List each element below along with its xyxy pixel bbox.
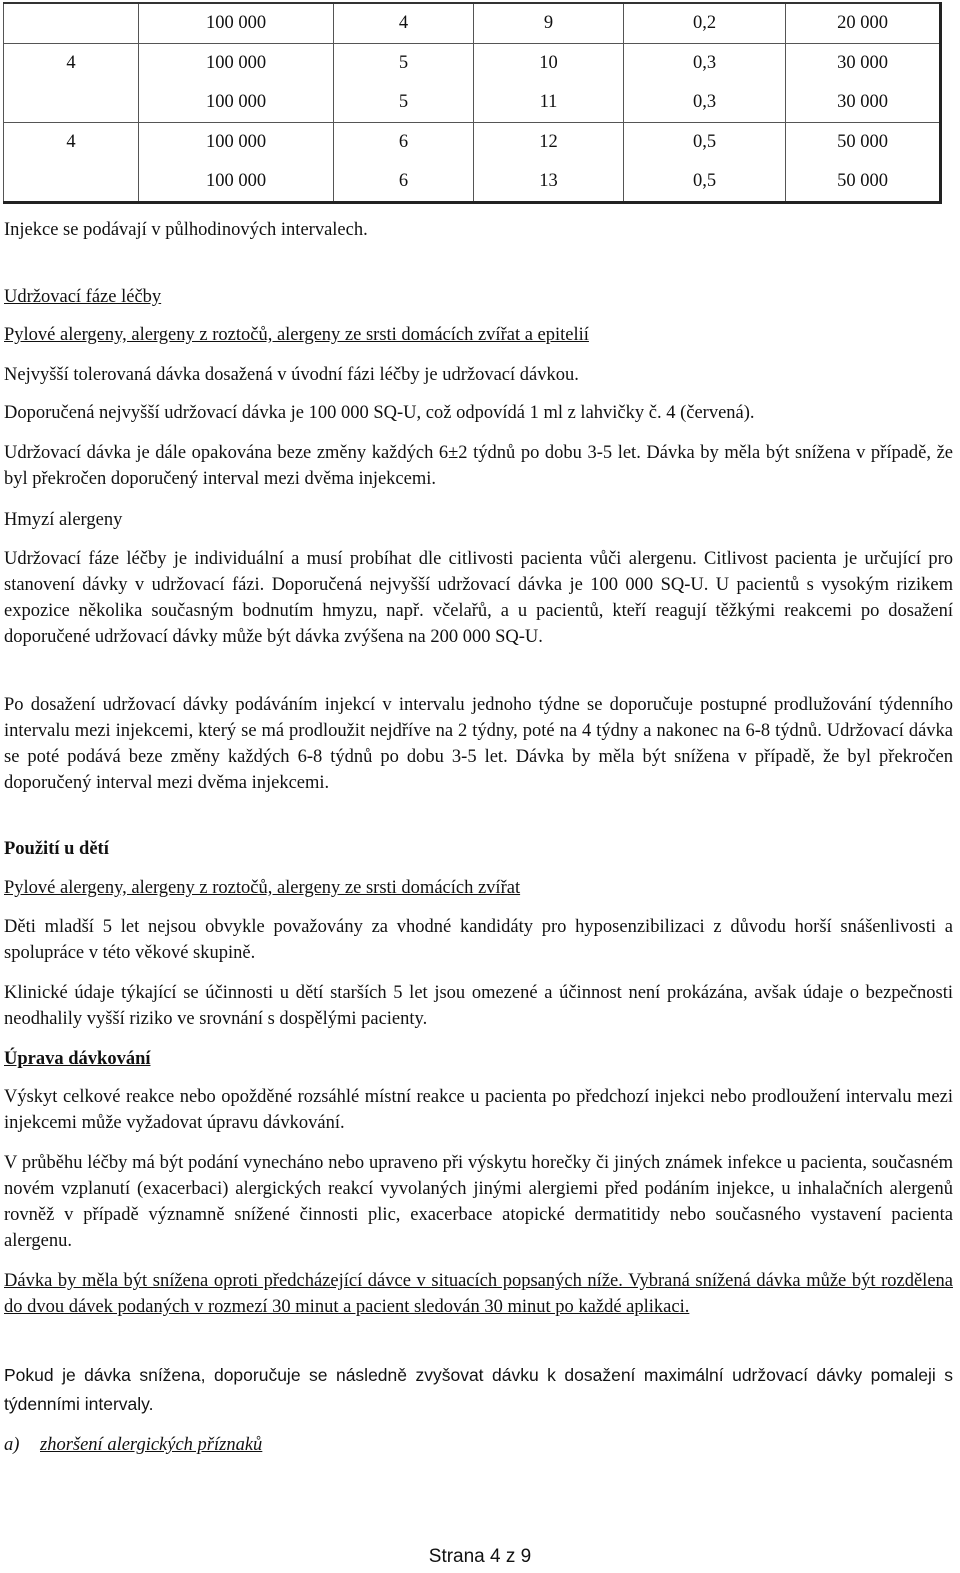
table-cell: 100 000 [139,122,334,161]
children-heading: Použití u dětí [4,839,109,859]
list-item-text: zhoršení alergických příznaků [40,1435,263,1455]
table-cell: 11 [474,83,624,122]
maintenance-paragraph: Nejvyšší tolerovaná dávka dosažená v úvodní fázi léčby je udržovací dávkou. [4,365,579,385]
table-cell: 100 000 [139,83,334,122]
table-cell: 50 000 [786,122,941,161]
table-cell: 0,5 [624,162,786,203]
table-cell: 100 000 [139,3,334,44]
table-cell: 100 000 [139,162,334,203]
table-cell: 6 [334,122,474,161]
table-cell: 4 [4,122,139,161]
table-cell: 30 000 [786,44,941,83]
table-cell: 12 [474,122,624,161]
children-paragraph: Klinické údaje týkající se účinnosti u dětí starších 5 let jsou omezené a účinnost není prokázána, avšak údaje o bezpečnosti neodhalily vyšší riziko ve srovnání s dospělými pacienty. [4,983,953,1029]
table-cell: 20 000 [786,3,941,44]
maintenance-subheading: Pylové alergeny, alergeny z roztočů, alergeny ze srsti domácích zvířat a epitelií [4,325,589,345]
table-row [4,83,941,122]
adjustment-paragraph: Dávka by měla být snížena oproti předcházející dávce v situacích popsaných níže. Vybraná snížená dávka může být rozdělena do dvou dávek podaných v rozmezí 30 minut a pacient sledován 30 minut po každé aplikaci. [4,1271,953,1317]
table-cell [4,162,139,203]
table-cell: 6 [334,162,474,203]
insect-paragraph: Udržovací fáze léčby je individuální a musí probíhat dle citlivosti pacienta vůči alergenu. Citlivost pacienta je určující pro stanovení dávky v udržovací fázi. Doporučená nejvyšší udržovací dávka je 100 000 SQ-U. U pacientů s vysokým rizikem expozice několika současným bodnutím hmyzu, např. včelařů, a u pacientů, kteří reagují těžkými reakcemi po dosažení doporučené udržovací dávky může být dávka zvýšena na 200 000 SQ-U. [4,549,953,647]
table-row [4,162,941,203]
page-footer: Strana 4 z 9 [428,1546,532,1567]
maintenance-paragraph: Doporučená nejvyšší udržovací dávka je 100 000 SQ-U, což odpovídá 1 ml z lahvičky č. 4 (červená). [4,403,755,423]
table-cell: 13 [474,162,624,203]
adjustment-paragraph: V průběhu léčby má být podání vynecháno nebo upraveno při výskytu horečky či jiných známek infekce u pacienta, současném novém vzplanutí (exacerbaci) alergických reakcí vyvolaných jinými alergiemi před podáním injekce, u inhalačních alergenů rovněž v případě významně snížené činnosti plic, exacerbace atopické dermatitidy nebo současného vystavení pacienta alergenu. [4,1153,953,1251]
list-item [4,1432,262,1458]
table-cell: 0,5 [624,122,786,161]
table-cell: 0,3 [624,83,786,122]
table-row [4,44,941,83]
table-cell: 10 [474,44,624,83]
children-paragraph: Děti mladší 5 let nejsou obvykle považovány za vhodné kandidáty pro hyposenzibilizaci z důvodu horší snášenlivosti a spolupráce v této věkové skupině. [4,917,953,963]
adjustment-paragraph: Pokud je dávka snížena, doporučuje se následně zvyšovat dávku k dosažení maximální udržovací dávky pomaleji s týdenními intervaly. [4,1365,953,1414]
maintenance-heading: Udržovací fáze léčby [4,287,162,307]
table-cell [4,3,139,44]
adjustment-paragraph: Výskyt celkové reakce nebo opožděné rozsáhlé místní reakce u pacienta po předchozí injekci nebo prodloužení intervalu mezi injekcemi může vyžadovat úpravu dávkování. [4,1087,953,1133]
injection-interval-note: Injekce se podávají v půlhodinových intervalech. [4,220,368,240]
table-cell: 100 000 [139,44,334,83]
table-cell: 4 [4,44,139,83]
list-item-label: a) [4,1435,20,1455]
table-cell: 0,2 [624,3,786,44]
table-cell: 4 [334,3,474,44]
table-cell: 5 [334,44,474,83]
dose-table [3,2,942,204]
table-cell: 5 [334,83,474,122]
maintenance-paragraph: Udržovací dávka je dále opakována beze změny každých 6±2 týdnů po dobu 3-5 let. Dávka by měla být snížena v případě, že byl překročen doporučený interval mezi dvěma injekcemi. [4,443,953,489]
table-cell: 50 000 [786,162,941,203]
table-cell [4,83,139,122]
insect-heading: Hmyzí alergeny [4,510,123,530]
table-cell: 0,3 [624,44,786,83]
table-row [4,3,941,44]
table-cell: 9 [474,3,624,44]
table-cell: 30 000 [786,83,941,122]
table-row [4,122,941,161]
insect-paragraph: Po dosažení udržovací dávky podáváním injekcí v intervalu jednoho týdne se doporučuje postupné prodlužování týdenního intervalu mezi injekcemi, který se má prodloužit nejdříve na 2 týdny, poté na 4 týdny a nakonec na 6-8 týdnů. Udržovací dávka se poté podává beze změny každých 6-8 týdnů po dobu 3-5 let. Dávka by měla být snížena v případě, že byl překročen doporučený interval mezi dvěma injekcemi. [4,695,953,793]
children-subheading: Pylové alergeny, alergeny z roztočů, alergeny ze srsti domácích zvířat [4,878,521,898]
dose-adjustment-heading: Úprava dávkování [4,1049,151,1069]
